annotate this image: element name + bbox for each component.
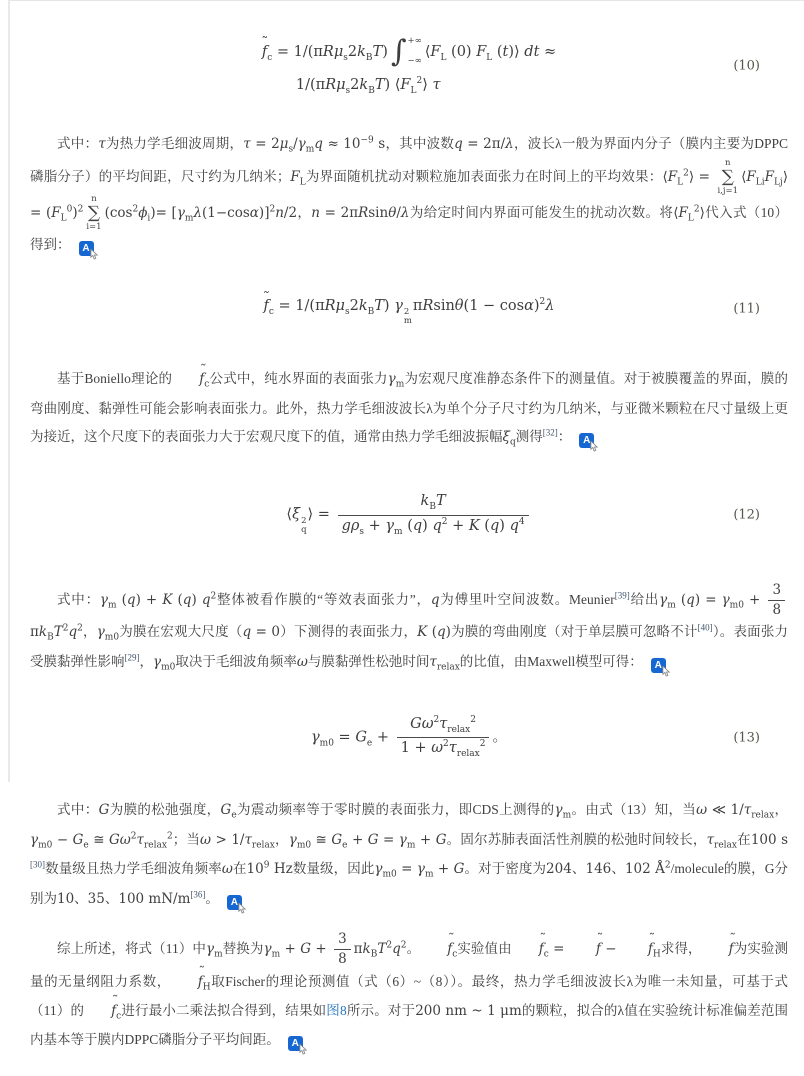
figure-8-link[interactable]: 图8: [326, 1002, 347, 1018]
equation-10-number: (10): [733, 58, 760, 74]
translate-icon-letter: A: [291, 1038, 299, 1050]
equation-13-number: (13): [733, 730, 760, 746]
translate-icon-letter: A: [654, 659, 662, 671]
cursor-pointer-icon: [238, 903, 247, 914]
cursor-pointer-icon: [662, 666, 671, 677]
citation-ref-40[interactable]: [40]: [697, 622, 713, 633]
equation-11-math: f $˜_c = 1/(\pi R\mu_s2k_BT)$ γ 2 m $\pi Rsin\theta(1 - \cos\alpha)^2\lambda$: [264, 293, 555, 325]
citation-ref-30[interactable]: [30]: [30, 859, 45, 870]
translate-icon[interactable]: [288, 1036, 303, 1051]
translate-icon[interactable]: [79, 241, 94, 256]
page-left-edge-divider: [8, 0, 10, 782]
paragraph-3-text: 式中：$\gamma_m$ (q) + K (q) $q^2$整体被看作膜的“等效表面张力”，q为傅里叶空间波数。Meunier[39]给出$\gamma_m$ $(q) = \gamma_{m0}$ + $\frac{3}{8}$ $\pi k_BT^2q^2$，$\gamma_{m0}$为膜在宏观大尺度（q = 0）下测得的表面张力，K (q)为膜的弯曲刚度（对于单层膜可忽略不计[40]）。表面张力受膜黏弹性影响[29]，$\gamma_{m0}$取决于毛细波角频率ω与膜黏弹性松弛时间$\tau_{relax}$的比值，由Maxwell模型可得：: [30, 581, 789, 673]
paragraph-5-text: 综上所述，将式（11）中$\gamma_m$替换为$\gamma_m + G$ + $\frac{3}{8}$ $\pi k_BT^2q^2$。 f $˜_c$实验值由 f $˜_c = f$ ˜ − f $˜_H$求得， f ˜为实验测量的无量纲阻力系数， f $˜_H$取Fischer的理论预测值（式（6）~（8））。最终，热力学毛细波波长λ为唯一未知量，可基于式（11）的 f $˜_c$进行最小二乘法拟合得到，结果如图8所示。对于200 nm ~ 1 μm的颗粒，拟合的λ值在实验统计标准偏差范围内基本等于膜内DPPC磷脂分子平均间距。: [30, 941, 788, 1048]
equation-block-12: [30, 492, 788, 537]
equation-block-10: [30, 32, 788, 100]
equation-10-math: f $˜_c = 1/(\pi R\mu_s2k_BT)$ ∫ +∞ −∞ $⟨F_L$ (0) $F_L$ (t)⟩ dt ≈ $1/(\pi R\mu_s2k_BT)$ $⟨F_L^2⟩$ τ: [262, 32, 556, 100]
cursor-pointer-icon: [90, 249, 99, 260]
translate-icon[interactable]: [227, 895, 242, 910]
cursor-pointer-icon: [590, 441, 599, 452]
translate-icon-letter: A: [82, 243, 90, 255]
paragraph-2-text: 基于Boniello理论的 f $˜_c$公式中，纯水界面的表面张力$\gamma_m$为宏观尺度准静态条件下的测量值。对于被膜覆盖的界面，膜的弯曲刚度、黏弹性可能会影响表面张力。此外，热力学毛细波波长λ为单个分子尺寸约为几纳米，与亚微米颗粒在尺寸量级上更为接近，这个尺度下的表面张力大于宏观尺度下的值，通常由热力学毛细波振幅$\xi_q$测得[32]：: [30, 371, 788, 443]
citation-ref-39[interactable]: [39]: [614, 590, 630, 601]
equation-12-number: (12): [733, 507, 760, 523]
translate-icon[interactable]: [579, 433, 594, 448]
equation-11-number: (11): [733, 301, 760, 317]
paragraph-relaxation-strength: [30, 796, 788, 912]
cursor-pointer-icon: [299, 1044, 308, 1055]
equation-block-11: [30, 293, 788, 325]
translate-icon-letter: A: [230, 896, 238, 908]
equation-12-math: ⟨ξ 2 q ⟩ = $\frac{k_BT}{g\rho_s + \gamma_m (q) q^2 + K (q) q^4}$: [286, 492, 531, 537]
paragraph-4-text: 式中：G为膜的松弛强度，$G_e$为震动频率等于零时膜的表面张力，即CDS上测得的$\gamma_m$。由式（13）知，当ω ≪ $1/\tau_{relax}$，$\gamma_{m0} - G_e$ ≅ $G\omega^2\tau_{relax}^2$；当$\omega > 1/\tau_{relax}$，$\gamma_{m0}$ ≅ $G_e + G = \gamma_m + G$。固尔苏肺表面活性剂膜的松弛时间较长，$\tau_{relax}$在100 s [30]数量级且热力学毛细波角频率ω在$10^9$ Hz数量级，因此$\gamma_{m0} = \gamma_m + G$。对于密度为204、146、102 $Å^2$/molecule的膜，G分别为10、35、100 mN/m[36]。: [30, 802, 789, 907]
paragraph-boniello-theory: [30, 365, 788, 452]
equation-13-math: $\gamma_{m0} = G_e$ + $\frac{G\omega^2\tau_{relax}^2}{1 + \omega^2\tau_{relax}^2}$ 。: [311, 715, 507, 760]
paragraph-effective-surface-tension: [30, 582, 788, 678]
citation-ref-29[interactable]: [29]: [124, 652, 140, 663]
paragraph-1-text: 式中：τ为热力学毛细波周期，$\tau = 2\mu_s/\gamma_mq \approx 10^{-9}$ s，其中波数q = 2π/λ，波长λ一般为界面内分子（膜内主要为DPPC磷脂分子）的平均间距，尺寸约为几纳米；$F_L$为界面随机扰动对颗粒施加表面张力在时间上的平均效果：$⟨F_L^2⟩$ = n ∑ i,j=1 $⟨F_{Li}F_{Lj}⟩ = (F_L^0)^2$ n ∑ i=1 $(\cos^2\phi_i)= [\gamma_m\lambda(1-\cos\alpha)]^2n/2$，n = 2πRsinθ/λ为给定时间内界面可能发生的扰动次数。将$⟨F_L^2⟩$代入式（10）得到：: [30, 135, 789, 253]
citation-ref-32[interactable]: [32]: [542, 427, 558, 438]
paragraph-capillary-wave-period: [30, 130, 788, 259]
paragraph-summary-fitting: [30, 931, 788, 1055]
page-top-edge-divider: [10, 0, 804, 1]
translate-icon-letter: A: [583, 434, 591, 446]
equation-block-13: [30, 715, 788, 760]
citation-ref-36[interactable]: [36]: [190, 889, 206, 900]
translate-icon[interactable]: [651, 658, 666, 673]
